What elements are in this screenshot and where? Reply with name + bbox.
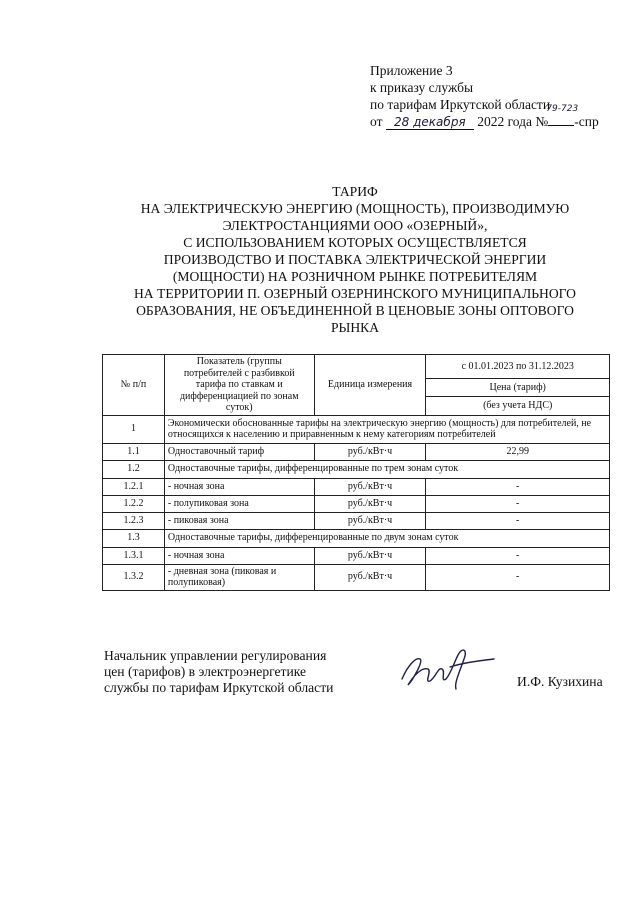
row-num: 1.3 <box>103 529 165 547</box>
title-line: НА ТЕРРИТОРИИ П. ОЗЕРНЫЙ ОЗЕРНИНСКОГО МУНИЦИПАЛЬНОГО <box>133 286 576 301</box>
row-value: 22,99 <box>426 443 610 460</box>
row-unit: руб./кВт·ч <box>314 547 426 564</box>
table-row <box>103 547 610 564</box>
handwritten-signature-icon <box>398 645 498 693</box>
row-section-text: Одноставочные тарифы, дифференцированные по трем зонам суток <box>164 460 609 478</box>
row-name: - полупиковая зона <box>164 495 314 512</box>
row-value: - <box>426 564 610 590</box>
title-line: С ИСПОЛЬЗОВАНИЕМ КОТОРЫХ ОСУЩЕСТВЛЯЕТСЯ <box>183 235 527 250</box>
date-prefix: от <box>370 114 383 129</box>
handwritten-date: 28 декабря <box>386 116 474 130</box>
position-line: цен (тарифов) в электроэнергетике <box>104 664 307 679</box>
header-unit: Единица измерения <box>314 355 426 416</box>
table-row <box>103 512 610 529</box>
header-price: Цена (тариф) <box>426 378 610 396</box>
order-suffix: -спр <box>574 114 599 129</box>
title-line: РЫНКА <box>330 320 380 335</box>
table-row <box>103 460 610 478</box>
row-section-text: Экономически обоснованные тарифы на электрическую энергию (мощность) для потребителей, не относящихся к населению и приравненным к нему категориям потребителей <box>164 415 609 443</box>
tariff-table <box>102 354 610 591</box>
handwritten-order-number: 79-723 <box>546 104 579 114</box>
table-row <box>103 529 610 547</box>
row-unit: руб./кВт·ч <box>314 495 426 512</box>
row-num: 1.2.3 <box>103 512 165 529</box>
position-line: службы по тарифам Иркутской области <box>104 680 334 695</box>
title-line: НА ЭЛЕКТРИЧЕСКУЮ ЭНЕРГИЮ (МОЩНОСТЬ), ПРОИЗВОДИМУЮ <box>140 201 570 216</box>
row-num: 1.3.2 <box>103 564 165 590</box>
row-num: 1.3.1 <box>103 547 165 564</box>
header-indicator: Показатель (группы потребителей с разбивкой тарифа по ставкам и дифференциацией по зонам суток) <box>164 355 314 416</box>
row-name: - ночная зона <box>164 547 314 564</box>
date-year: 2022 года № <box>477 114 549 129</box>
row-num: 1.2.1 <box>103 478 165 495</box>
table-row <box>103 443 610 460</box>
table-row <box>103 495 610 512</box>
row-unit: руб./кВт·ч <box>314 564 426 590</box>
title-line: (МОЩНОСТИ) НА РОЗНИЧНОМ РЫНКЕ ПОТРЕБИТЕЛЯМ <box>172 269 538 284</box>
signatory-position <box>104 648 374 696</box>
header-num: № п/п <box>103 355 165 416</box>
table-row <box>103 478 610 495</box>
row-name: - дневная зона (пиковая и полупиковая) <box>164 564 314 590</box>
appendix-service-line: по тарифам Иркутской области <box>370 97 551 112</box>
title-line: ЭЛЕКТРОСТАНЦИЯМИ ООО «ОЗЕРНЫЙ», <box>222 218 488 233</box>
row-num: 1.2.2 <box>103 495 165 512</box>
row-name: - ночная зона <box>164 478 314 495</box>
row-name: - пиковая зона <box>164 512 314 529</box>
appendix-order-line: к приказу службы <box>370 80 474 95</box>
position-line: Начальник управлении регулирования <box>104 648 327 663</box>
order-number-field <box>546 104 579 126</box>
document-title <box>100 183 610 336</box>
title-line: ПРОИЗВОДСТВО И ПОСТАВКА ЭЛЕКТРИЧЕСКОЙ ЭНЕРГИИ <box>163 252 547 267</box>
row-name: Одноставочный тариф <box>164 443 314 460</box>
row-num: 1.2 <box>103 460 165 478</box>
header-vat: (без учета НДС) <box>426 397 610 415</box>
row-section-text: Одноставочные тарифы, дифференцированные по двум зонам суток <box>164 529 609 547</box>
row-value: - <box>426 547 610 564</box>
row-value: - <box>426 478 610 495</box>
title-line: ОБРАЗОВАНИЯ, НЕ ОБЪЕДИНЕННОЙ В ЦЕНОВЫЕ ЗОНЫ ОПТОВОГО <box>136 303 574 318</box>
table-row <box>103 564 610 590</box>
row-unit: руб./кВт·ч <box>314 512 426 529</box>
row-value: - <box>426 512 610 529</box>
title-line: ТАРИФ <box>332 184 378 199</box>
header-period: с 01.01.2023 по 31.12.2023 <box>426 355 610 379</box>
row-unit: руб./кВт·ч <box>314 443 426 460</box>
table-row <box>103 415 610 443</box>
row-unit: руб./кВт·ч <box>314 478 426 495</box>
appendix-block <box>370 62 630 130</box>
row-num: 1.1 <box>103 443 165 460</box>
row-num: 1 <box>103 415 165 443</box>
appendix-number: Приложение 3 <box>370 63 453 78</box>
row-value: - <box>426 495 610 512</box>
signatory-name: И.Ф. Кузихина <box>517 674 603 689</box>
